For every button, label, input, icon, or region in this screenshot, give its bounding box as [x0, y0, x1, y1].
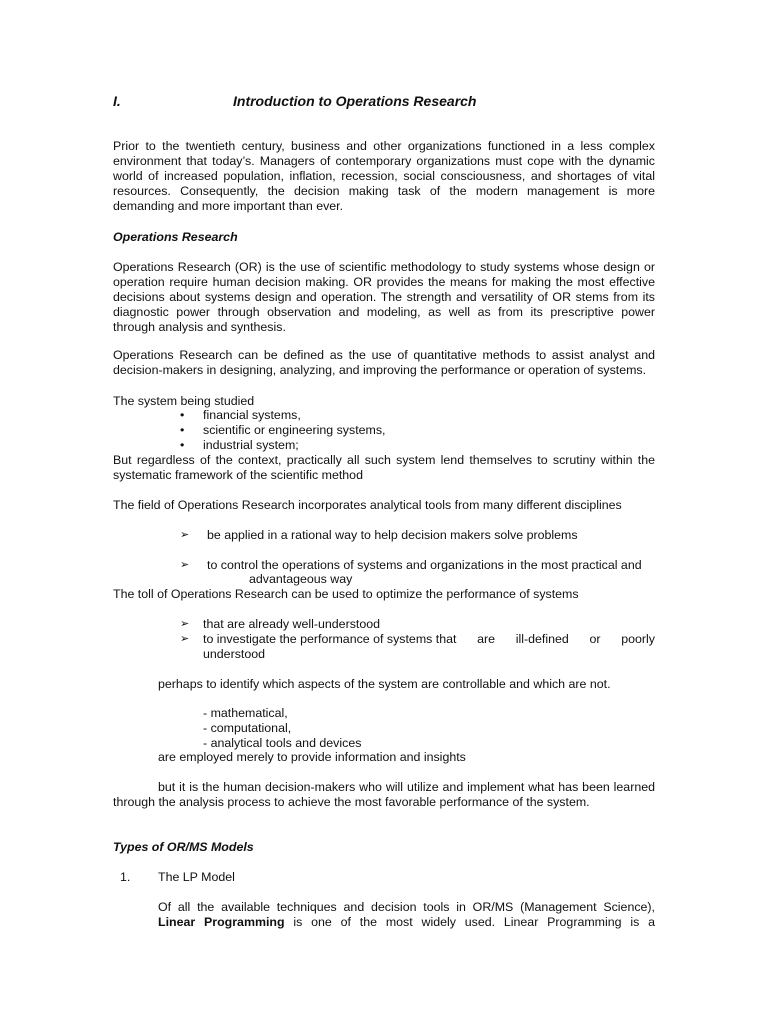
field-line: The field of Operations Research incorporates analytical tools from many different disciplines [113, 498, 622, 512]
toll-arrow-word: ill-defined [515, 632, 569, 646]
section-title: Introduction to Operations Research [233, 93, 477, 109]
lp-line-rest: is one of the most widely used. Linear Programming is a [284, 915, 655, 929]
toll-arrow-word: or [589, 632, 601, 646]
toll-arrow-continuation: understood [203, 647, 266, 661]
list-number: 1. [120, 870, 131, 884]
intro-paragraph [113, 139, 655, 214]
lp-line [158, 915, 655, 930]
field-arrow-item: to control the operations of systems and organizations in the most practical and [207, 558, 642, 572]
section-number: I. [113, 93, 121, 109]
system-studied-label: The system being studied [113, 394, 255, 408]
human-decision-line: through the analysis process to achieve the most favorable performance of the system. [113, 795, 590, 809]
bullet-icon: • [180, 423, 185, 437]
or-line: decisions about systems design and operation. The strength and versatility of OR stems from its [113, 290, 655, 304]
arrow-bullet-icon: ➢ [180, 559, 190, 571]
definition-line: decision-makers in designing, analyzing, and improving the performance or operation of systems. [113, 363, 647, 377]
arrow-bullet-icon: ➢ [180, 618, 190, 630]
intro-line: Prior to the twentieth century, business and other organizations functioned in a less complex [113, 139, 655, 153]
lp-model-title: The LP Model [158, 870, 235, 884]
arrow-bullet-icon: ➢ [180, 529, 190, 541]
human-decision-paragraph [113, 780, 655, 810]
toll-arrow-item [203, 632, 655, 647]
regardless-line: But regardless of the context, practically all such system lend themselves to scrutiny within the [113, 453, 655, 467]
intro-line: environment that today’s. Managers of contemporary organizations must cope with the dynamic [113, 154, 655, 168]
toll-arrow-word: are [477, 632, 496, 646]
tool-item: - mathematical, [203, 706, 288, 720]
intro-line: resources. Consequently, the decision making task of the modern management is more [113, 184, 655, 198]
bullet-icon: • [180, 438, 185, 452]
system-bullet: scientific or engineering systems, [203, 423, 386, 437]
perhaps-line: perhaps to identify which aspects of the system are controllable and which are not. [158, 677, 611, 691]
arrow-bullet-icon: ➢ [180, 633, 190, 645]
employed-line: are employed merely to provide information and insights [158, 750, 466, 764]
human-decision-line: but it is the human decision-makers who will utilize and implement what has been learned [158, 780, 655, 794]
tool-item: - analytical tools and devices [203, 736, 362, 750]
or-line: operation require human decision making. OR provides the means for making the most effective [113, 275, 655, 289]
or-paragraph [113, 260, 655, 335]
toll-arrow-word: poorly [621, 632, 655, 646]
lp-paragraph [158, 900, 655, 930]
regardless-paragraph [113, 453, 655, 483]
toll-arrow-word: to investigate the performance of systems that [203, 632, 457, 646]
or-line: diagnostic power through observation and modeling, as well as from its prescriptive power [113, 305, 655, 319]
field-arrow-item: be applied in a rational way to help decision makers solve problems [207, 528, 578, 542]
field-arrow-continuation: advantageous way [249, 572, 353, 586]
definition-paragraph [113, 348, 655, 378]
lp-bold-term: Linear Programming [158, 915, 285, 929]
heading-operations-research: Operations Research [113, 230, 238, 244]
bullet-icon: • [180, 408, 185, 422]
toll-arrow-item: that are already well-understood [203, 617, 381, 631]
system-bullet: industrial system; [203, 438, 299, 452]
heading-types-of-models: Types of OR/MS Models [113, 840, 254, 854]
or-line: through analysis and synthesis. [113, 320, 286, 334]
definition-line: Operations Research can be defined as the use of quantitative methods to assist analyst and [113, 348, 655, 362]
intro-line: demanding and more important than ever. [113, 199, 344, 213]
intro-line: world of increased population, inflation, recession, social consciousness, and shortages of vital [113, 169, 655, 183]
lp-line: Of all the available techniques and decision tools in OR/MS (Management Science), [158, 900, 655, 914]
tool-item: - computational, [203, 721, 292, 735]
regardless-line: systematic framework of the scientific method [113, 468, 363, 482]
system-bullet: financial systems, [203, 408, 301, 422]
toll-line: The toll of Operations Research can be used to optimize the performance of systems [113, 587, 579, 601]
or-line: Operations Research (OR) is the use of scientific methodology to study systems whose design or [113, 260, 655, 274]
